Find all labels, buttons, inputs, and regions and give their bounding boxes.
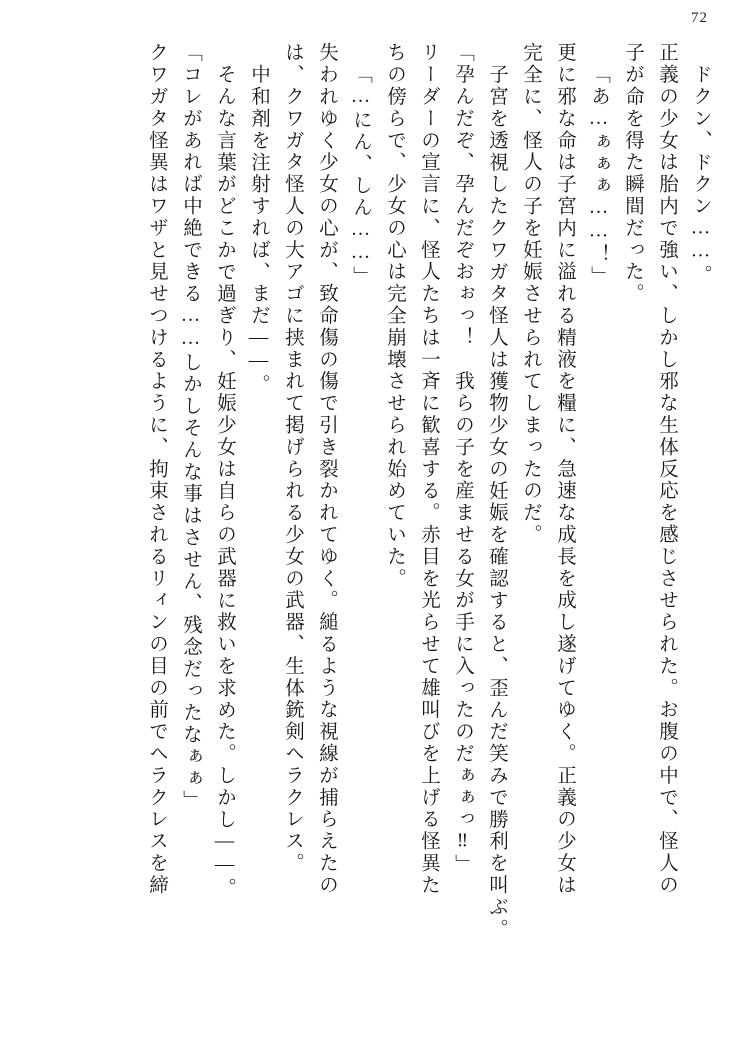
text-line: 「コレがあれば中絶できる……しかしそんな事はさせん、残念だったなぁぁ」 xyxy=(180,42,201,812)
text-line: 「孕んだぞ、孕んだぞおぉっ！ 我らの子を産ませる女が手に入ったのだぁぁっ‼」 xyxy=(452,42,473,876)
text-line: クワガタ怪異はワザと見せつけるように、拘束されるリィンの目の前でヘラクレスを締 xyxy=(146,42,167,897)
text-line: ドクン、ドクン……。 xyxy=(690,64,711,286)
page-number: 72 xyxy=(691,10,708,26)
text-line: リーダーの宣言に、怪人たちは一斉に歓喜する。赤目を光らせて雄叫びを上げる怪異た xyxy=(418,42,439,897)
text-line: 「…にん、しん……」 xyxy=(350,64,371,288)
text-line: そんな言葉がどこかで過ぎり、妊娠少女は自らの武器に救いを求めた。しかし――。 xyxy=(214,64,235,900)
vertical-text-body xyxy=(26,42,710,1008)
text-line: 子が命を得た瞬間だった。 xyxy=(622,42,643,305)
text-line: 完全に、怪人の子を妊娠させられてしまったのだ。 xyxy=(520,42,541,546)
text-line: 失われゆく少女の心が、致命傷の傷で引き裂かれてゆく。縋るような視線が捕らえたの xyxy=(316,42,337,897)
text-line: 更に邪な命は子宮内に溢れる精液を糧に、急速な成長を成し遂げてゆく。正義の少女は xyxy=(554,42,575,897)
text-line: 正義の少女は胎内で強い、しかし邪な生体反応を感じさせられた。お腹の中で、怪人の xyxy=(656,42,677,897)
text-line: ちの傍らで、少女の心は完全崩壊させられ始めていた。 xyxy=(384,42,405,590)
text-line: 子宮を透視したクワガタ怪人は獲物少女の妊娠を確認すると、歪んだ笑みで勝利を叫ぶ。 xyxy=(486,64,507,940)
text-line: は、クワガタ怪人の大アゴに挟まれて掲げられる少女の武器、生体銃剣ヘラクレス。 xyxy=(282,42,303,875)
text-line: 中和剤を注射すれば、まだ――。 xyxy=(248,64,269,396)
text-line: 「あ…ぁぁぁ……！」 xyxy=(588,64,609,288)
